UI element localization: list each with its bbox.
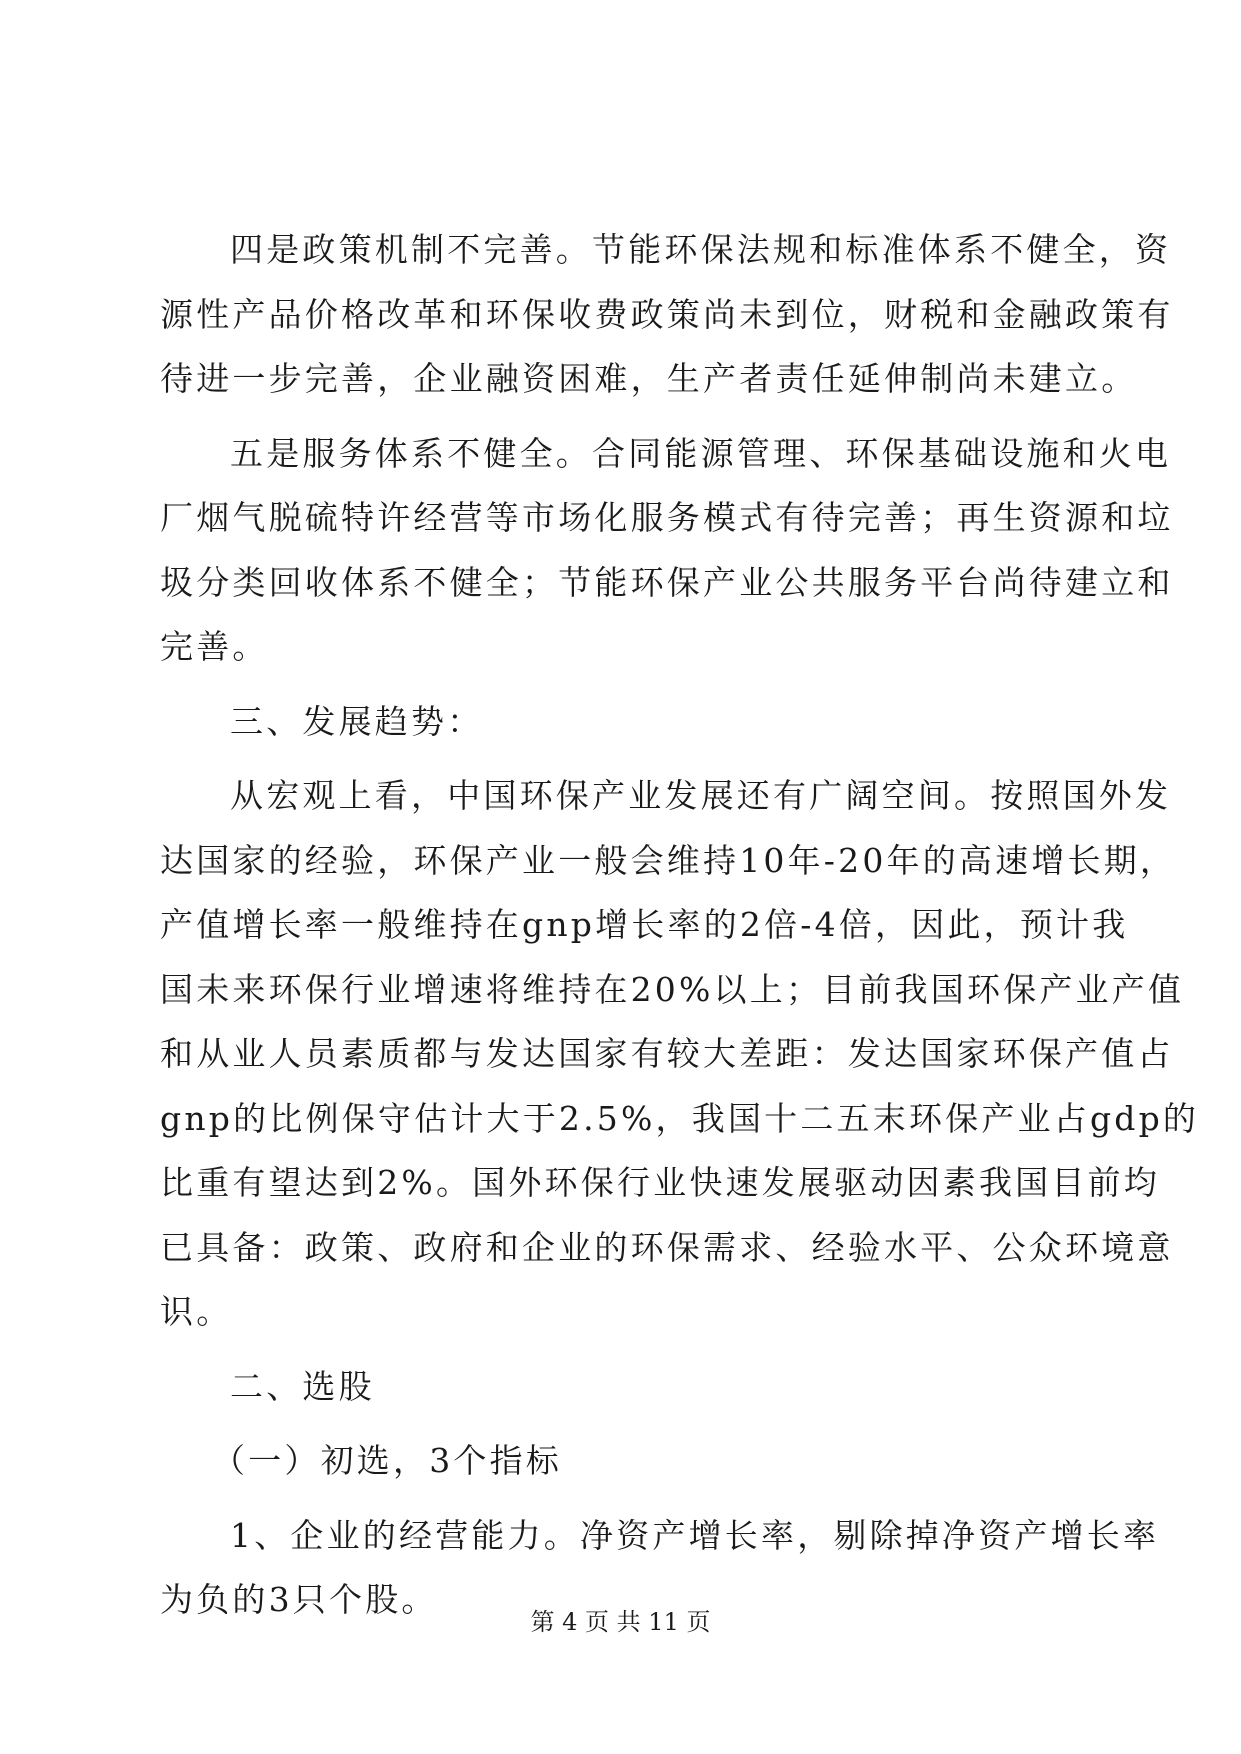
subsection-heading-preliminary — [160, 1429, 1080, 1494]
text-line: 为负的3只个股。 — [160, 1580, 438, 1619]
heading-text: （一）初选，3个指标 — [212, 1441, 562, 1480]
text-line: 和从业人员素质都与发达国家有较大差距：发达国家环保产值占 — [160, 1034, 1174, 1073]
text-line: 源性产品价格改革和环保收费政策尚未到位，财税和金融政策有 — [160, 294, 1174, 334]
text-line: 圾分类回收体系不健全；节能环保产业公共服务平台尚待建立和 — [160, 562, 1174, 602]
paragraph-service-system — [160, 422, 1174, 680]
paragraph-macro-outlook — [160, 764, 1200, 1345]
heading-text: 三、发展趋势： — [230, 701, 484, 741]
text-line: 达国家的经验，环保产业一般会维持10年-20年的高速增长期， — [160, 840, 1177, 880]
text-line: 国未来环保行业增速将维持在20%以上；目前我国环保产业产值 — [160, 969, 1185, 1009]
text-line: 已具备：政策、政府和企业的环保需求、经验水平、公众环境意 — [160, 1227, 1174, 1267]
document-body — [160, 218, 1200, 1643]
text-line: 从宏观上看，中国环保产业发展还有广阔空间。按照国外发 — [230, 776, 1172, 815]
text-line: 识。 — [160, 1292, 233, 1331]
text-line: 四是政策机制不完善。节能环保法规和标准体系不健全，资 — [230, 230, 1172, 269]
text-line: 比重有望达到2%。国外环保行业快速发展驱动因素我国目前均 — [160, 1163, 1160, 1202]
text-line: 1、企业的经营能力。净资产增长率，剔除掉净资产增长率 — [230, 1515, 1160, 1555]
text-line: 产值增长率一般维持在gnp增长率的2倍-4倍，因此，预计我 — [160, 905, 1129, 944]
text-line: 完善。 — [160, 627, 269, 666]
text-line: 待进一步完善，企业融资困难，生产者责任延伸制尚未建立。 — [160, 359, 1138, 398]
page-number-footer: 第 4 页 共 11 页 — [530, 1608, 711, 1636]
paragraph-policy-mechanism — [160, 218, 1174, 412]
text-line: 五是服务体系不健全。合同能源管理、环保基础设施和火电 — [230, 433, 1172, 473]
text-line: 厂烟气脱硫特许经营等市场化服务模式有待完善；再生资源和垃 — [160, 498, 1174, 537]
text-line: gnp的比例保守估计大于2.5%，我国十二五末环保产业占gdp的 — [160, 1098, 1200, 1138]
section-heading-stock-selection — [160, 1355, 1080, 1420]
heading-text: 二、选股 — [230, 1366, 375, 1406]
section-heading-trends — [160, 690, 1080, 755]
